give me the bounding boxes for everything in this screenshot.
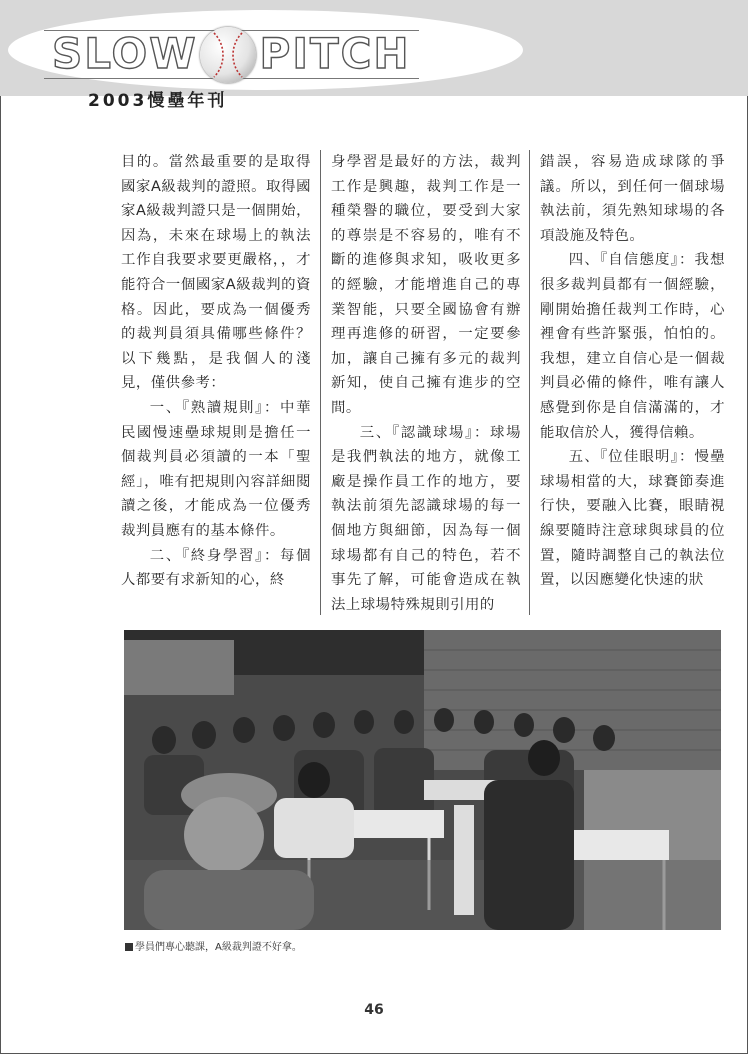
paragraph: 五、『位佳眼明』：慢壘球場相當的大，球賽節奏進行快，要融入比賽，眼睛視線要隨時注意球與球員的位置，隨時調整自己的執法位置，以因應變化快速的狀 bbox=[540, 449, 725, 589]
photo-caption bbox=[125, 938, 302, 953]
caption-text: 學員們專心聽課，A級裁判證不好拿。 bbox=[135, 942, 302, 953]
paragraph: 目的。當然最重要的是取得國家A級裁判的證照。取得國家A級裁判證只是一個開始，因為，未來在球場上的執法工作自我要求要更嚴格，，才能符合一個國家A級裁判的資格。因此，要成為一個優秀的裁判員須具備哪些條件？以下幾點，是我個人的淺見，僅供參考： bbox=[121, 154, 311, 392]
paragraph: 四、『自信態度』：我想很多裁判員都有一個經驗，剛開始擔任裁判工作時，心裡會有些許緊張，怕怕的。我想，建立自信心是一個裁判員必備的條件，唯有讓人感覺到你是自信滿滿的，才能取信於人，獲得信賴。 bbox=[540, 252, 725, 441]
logo-word-pitch: PITCH bbox=[259, 29, 411, 78]
softball-icon bbox=[200, 27, 256, 83]
paragraph: 三、『認識球場』：球場是我們執法的地方，就像工廠是操作員工作的地方，要執法前須先認識球場的每一個地方與細節，因為每一個球場都有自己的特色，若不事先了解，可能會造成在執法上球場特殊規則引用的 bbox=[331, 424, 521, 613]
text-column-1 bbox=[121, 150, 311, 593]
paragraph: 錯誤，容易造成球隊的爭議。所以，到任何一個球場執法前，須先熟知球場的各項設施及特色。 bbox=[540, 154, 725, 244]
classroom-photo bbox=[124, 630, 721, 930]
text-column-3 bbox=[540, 150, 725, 593]
page-number: 46 bbox=[364, 1002, 384, 1018]
paragraph: 身學習是最好的方法，裁判工作是興趣，裁判工作是一種榮譽的職位，要受到大家的尊崇是不容易的，唯有不斷的進修與求知，吸收更多的經驗，才能增進自己的專業智能，只要全國協會有辦理再進修的研習，一定要參加，讓自己擁有多元的裁判新知，使自己擁有進步的空間。 bbox=[331, 154, 521, 416]
text-column-2 bbox=[331, 150, 521, 617]
caption-marker-icon bbox=[125, 943, 133, 951]
column-divider bbox=[320, 150, 321, 615]
header-band bbox=[0, 0, 748, 96]
paragraph: 一、『熟讀規則』：中華民國慢速壘球規則是擔任一個裁判員必須讀的一本「聖經」，唯有把規則內容詳細閱讀之後，才能成為一位優秀裁判員應有的基本條件。 bbox=[121, 399, 311, 539]
logo-word-slow: SLOW bbox=[52, 29, 198, 78]
annual-subtitle: 2003慢壘年刊 bbox=[88, 91, 228, 111]
column-divider bbox=[529, 150, 530, 615]
paragraph: 二、『終身學習』：每個人都要有求新知的心，終 bbox=[121, 547, 311, 589]
